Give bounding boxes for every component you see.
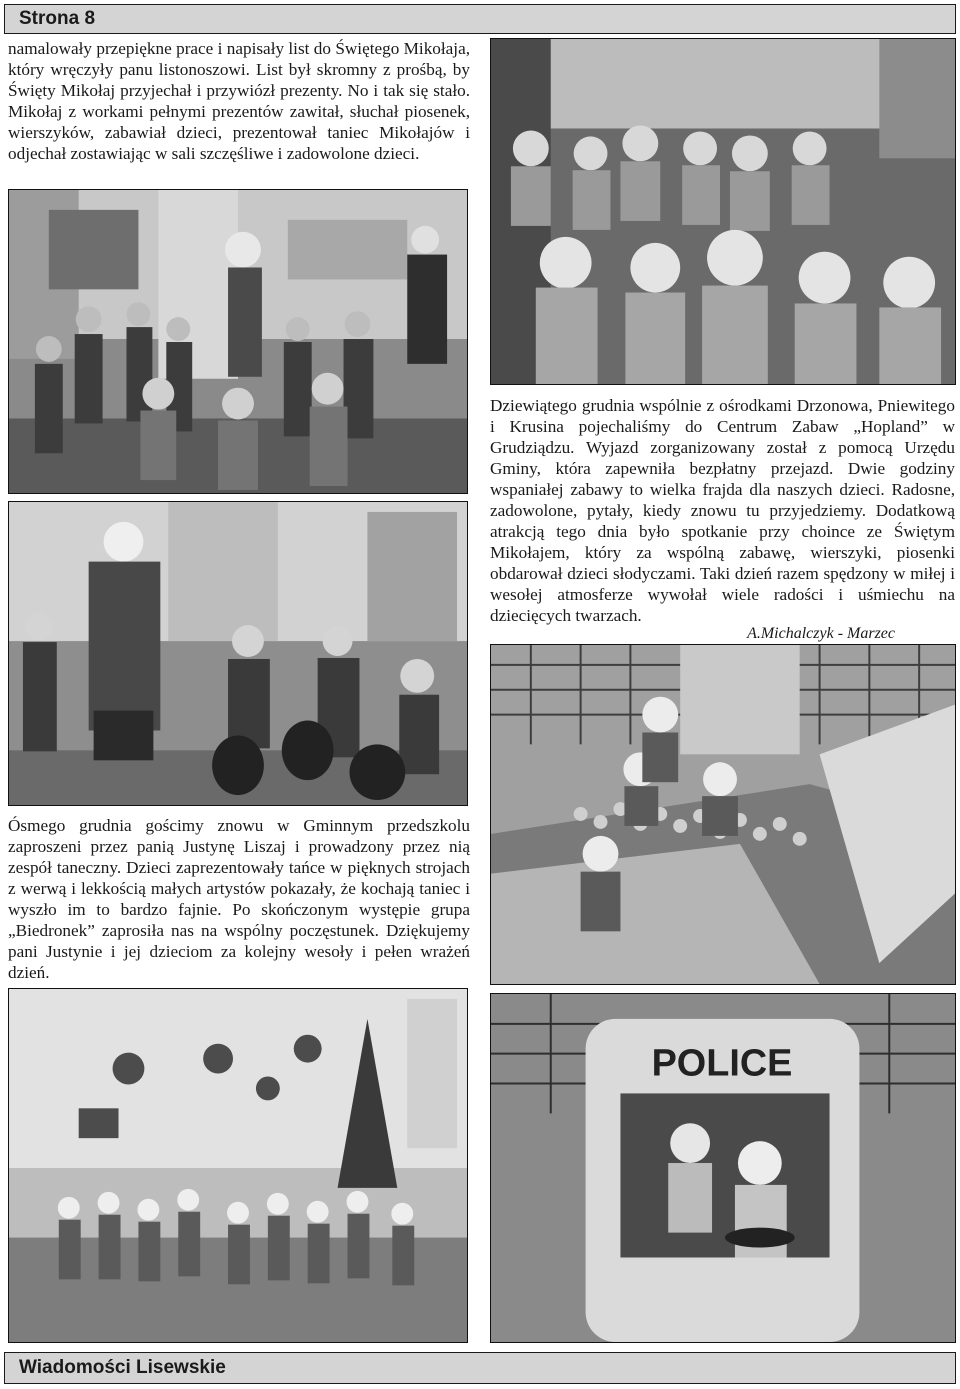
photo-children-by-christmas-tree (8, 988, 468, 1343)
page-number-label: Strona 8 (19, 8, 96, 29)
publication-name-label: Wiadomości Lisewskie (19, 1357, 226, 1378)
article-author-signature: A.Michalczyk - Marzec (747, 625, 895, 642)
photo-santa-giving-gifts (8, 501, 468, 806)
article-dance-group-text: Ósmego grudnia gościmy znowu w Gminnym przedszkolu zaproszeni przez panią Justynę Liszaj i prowadzony przez nią zespół taneczny. Dzieci zaprezentowały tańce w pięknych strojach z werwą i lekkością małych artystów pokazały, że kochają taniec i wyszło im to bardzo fajnie. Po skończonym występie grupa „Biedronek” zaprosiła nas na wspólny poczęstunek. Dziękujemy pani Justynie i jej dzieciom za kolejny wesoły i pełen wrażeń dzień. (8, 816, 470, 982)
police-sign-text: POLICE (651, 1042, 793, 1085)
page-header-bar (4, 4, 956, 34)
article-santa-visit-text: namalowały przepiękne prace i napisały list do Świętego Mikołaja, który wręczyły panu listonoszowi. List był skromny z prośbą, by Święty Mikołaj przyjechał i przywiózł prezenty. No i tak się stało. Mikołaj z workami pełnymi prezentów zawitał, słuchał piosenek, wierszyków, zabawiał dzieci, prezentował taniec Mikołajów i odjechał zostawiając w sali szczęśliwe i zadowolone dzieci. (8, 39, 470, 163)
photo-children-seated-audience (490, 38, 956, 385)
article-hopland-trip-text: Dziewiątego grudnia wspólnie z ośrodkami Drzonowa, Pniewitego i Krusina pojechaliśmy do Centrum Zabaw „Hopland” w Grudziądzu. Wyjazd zorganizowany został z pomocą Urzędu Gminy, która zapewniła bezpłatny przejazd. Dwie godziny wspaniałej zabawy to wielka frajda dla naszych dzieci. Radosne, zadowolone, pytały, kiedy znowu tu przyjedziemy. Dodatkową atrakcją tego dnia było spotkanie przy choince ze Świętym Mikołajem, który za wspólną zabawę, wierszyki, piosenki obdarował dzieci słodyczami. Taki dzień razem spędzony w miłej i wesołej atmosferze wywołał wiele radości i uśmiechu na dziecięcych twarzach. (490, 396, 955, 625)
page-footer-bar (4, 1352, 956, 1384)
photo-children-in-ball-pit (490, 644, 956, 985)
photo-children-in-toy-police-car (490, 993, 956, 1343)
photo-children-dancing-with-santa (8, 189, 468, 494)
